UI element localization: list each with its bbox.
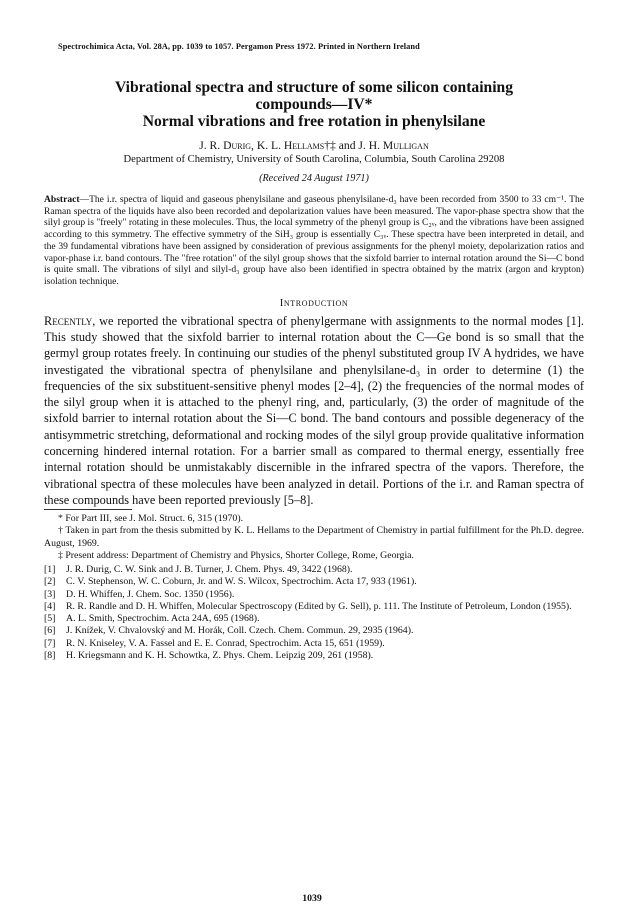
intro-lead-word: Recently,	[44, 313, 96, 328]
reference-item	[44, 638, 584, 650]
reference-text: J. Knížek, V. Chvalovský and M. Horák, Coll. Czech. Chem. Commun. 29, 2935 (1964).	[66, 625, 414, 637]
footnote: * For Part III, see J. Mol. Struct. 6, 315 (1970).	[58, 513, 244, 525]
author-durig: J. R. Durig,	[199, 139, 254, 152]
author-list	[44, 139, 584, 153]
reference-number: [4]	[44, 600, 56, 612]
title-line-3: Normal vibrations and free rotation in phenylsilane	[142, 113, 486, 130]
reference-item	[44, 650, 584, 662]
reference-number: [3]	[44, 588, 56, 600]
introduction-paragraph	[44, 313, 584, 509]
reference-number: [8]	[44, 650, 56, 662]
footnote: ‡ Present address: Department of Chemistry and Physics, Shorter College, Rome, Georgia.	[58, 549, 414, 561]
abstract-text: —The i.r. spectra of liquid and gaseous phenylsilane and gaseous phenylsilane-d₃ have been recorded from 3500 to 33 cm⁻¹. The Raman spectra of the liquids have also been recorded and depolarization values have been measured. The vapor-phase spectra show that the silyl group is "freely" rotating in these molecules. Thus, the local symmetry of the phenyl group is C₂ᵥ, and the vibrations have been assigned according to this symmetry. The effective symmetry of the SiH₃ group is essentially C₃ᵥ. These spectra have been interpreted in detail, and the 39 fundamental vibrations have been assigned by consideration of previous assignments for the phenyl moiety, depolarization ratios and vapor-phase i.r. band contours. The "free rotation" of the silyl group shows that the sixfold barrier to internal rotation around the Si—C bond is quite small. The vibrations of silyl and silyl-d₃ group have also been identified in spectra obtained by the matrix (argon and krypton) isolation technique.	[44, 194, 584, 287]
abstract-label: Abstract	[44, 194, 80, 205]
footnotes	[44, 513, 584, 562]
reference-text: A. L. Smith, Spectrochim. Acta 24A, 695 (1968).	[66, 613, 260, 625]
reference-item	[44, 589, 584, 601]
reference-number: [1]	[44, 564, 56, 575]
reference-text: J. R. Durig, C. W. Sink and J. B. Turner, J. Chem. Phys. 49, 3422 (1968).	[66, 564, 353, 575]
reference-number: [7]	[44, 637, 56, 649]
reference-list	[44, 564, 584, 662]
title-line-1: Vibrational spectra and structure of some silicon containing	[114, 79, 514, 96]
journal-header: Spectrochimica Acta, Vol. 28A, pp. 1039 to 1057. Pergamon Press 1972. Printed in Northern Ireland	[58, 42, 420, 51]
reference-item	[44, 601, 584, 613]
reference-item	[44, 625, 584, 637]
affiliation: Department of Chemistry, University of South Carolina, Columbia, South Carolina 29208	[123, 154, 505, 165]
paper-title	[44, 79, 584, 130]
reference-text: R. N. Kniseley, V. A. Fassel and E. E. Conrad, Spectrochim. Acta 15, 651 (1959).	[66, 637, 385, 649]
author-hellams: K. L. Hellams†‡	[256, 139, 336, 152]
reference-text: R. R. Randle and D. H. Whiffen, Molecular Spectroscopy (Edited by G. Sell), p. 111. The Institute of Petroleum, London (1955).	[66, 600, 572, 612]
received-date: (Received 24 August 1971)	[259, 173, 369, 184]
reference-item	[44, 613, 584, 625]
footnote-divider	[44, 509, 132, 510]
page-number: 1039	[302, 893, 322, 904]
reference-text: C. V. Stephenson, W. C. Coburn, Jr. and W. S. Wilcox, Spectrochim. Acta 17, 933 (1961).	[66, 576, 417, 588]
author-mulligan: J. H. Mulligan	[358, 139, 429, 152]
abstract	[44, 194, 584, 288]
reference-text: H. Kriegsmann and K. H. Schowtka, Z. Phys. Chem. Leipzig 209, 261 (1958).	[66, 650, 374, 662]
intro-text: we reported the vibrational spectra of phenylgermane with assignments to the normal modes [1]. This study showed that the sixfold barrier to internal rotation about the C—Ge bond is so small that the germyl group rotates freely. In continuing our studies of the phenyl substituted group IV A hydrides, we have investigated the vibrational spectra of phenylsilane and phenylsilane-d₃ in order to determine (1) the frequencies of the six substituent-sensitive phenyl modes [2–4], (2) the frequencies of the normal modes of the silyl group when it is attached to the phenyl ring, and, particularly, (3) the order of magnitude of the sixfold barrier to internal rotation about the Si—C bond. The band contours and possible degeneracy of the antisymmetric stretching, deformational and rocking modes of the silyl group provide qualitative information concerning hindered internal rotation. For a barrier small as compared to thermal energy, essentially free internal rotation should be unmistakably discernible in the infrared spectra of the vapors. Therefore, the vibrational spectra of these molecules have been analyzed in detail. Portions of the i.r. and Raman spectra of these compounds have been reported previously [5–8].	[44, 313, 584, 507]
reference-number: [5]	[44, 613, 56, 625]
reference-number: [6]	[44, 625, 56, 637]
author-conjunction: and	[338, 139, 356, 152]
section-heading-introduction: Introduction	[279, 296, 349, 309]
title-line-2: compounds—IV*	[255, 96, 373, 113]
reference-item	[44, 576, 584, 588]
reference-item	[44, 564, 584, 576]
reference-text: D. H. Whiffen, J. Chem. Soc. 1350 (1956).	[66, 588, 235, 600]
reference-number: [2]	[44, 576, 56, 588]
footnote: † Taken in part from the thesis submitted by K. L. Hellams to the Department of Chemistry in partial fulfillment for the Ph.D. degree. August, 1969.	[44, 525, 584, 549]
